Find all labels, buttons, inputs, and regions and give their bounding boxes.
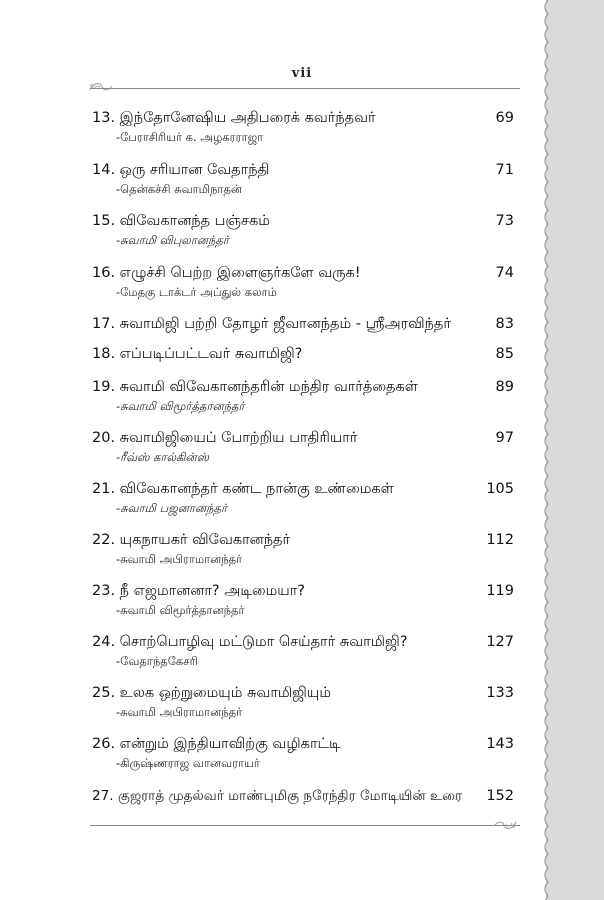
entry-title: 23. நீ எஜமானனா? அடிமையா? [92, 583, 305, 599]
entry-title: 15. விவேகானந்த பஞ்சகம் [92, 213, 270, 229]
entry-page-number: 127 [486, 634, 514, 650]
entry-author: -சுவாமி அபிராமானந்தர் [116, 552, 243, 566]
toc-entry [92, 343, 516, 365]
entry-author: -வேதாந்தகேசரி [116, 654, 198, 668]
entry-page-number: 119 [486, 583, 514, 599]
header-rule [90, 88, 520, 89]
toc-entry [92, 631, 516, 668]
toc-entry [92, 529, 516, 566]
entry-title: 13. இந்தோனேஷிய அதிபரைக் கவர்ந்தவர் [92, 110, 376, 126]
toc-entry [92, 262, 516, 299]
entry-page-number: 143 [486, 736, 514, 752]
entry-author: -சுவாமி அபிராமானந்தர் [116, 705, 243, 719]
entry-author: -சுவாமி விமூர்த்தானந்தர் [116, 603, 245, 617]
entry-title: 24. சொற்பொழிவு மட்டுமா செய்தார் சுவாமிஜி? [92, 634, 408, 650]
toc-entry [92, 376, 516, 413]
entry-page-number: 89 [495, 379, 514, 395]
entry-page-number: 85 [495, 346, 514, 362]
entry-title: 25. உலக ஒற்றுமையும் சுவாமிஜியும் [92, 685, 332, 701]
toc-entry [92, 785, 516, 807]
entry-page-number: 83 [495, 316, 514, 332]
entry-page-number: 105 [486, 481, 514, 497]
entry-title: 19. சுவாமி விவேகானந்தரின் மந்திர வார்த்தைகள் [92, 379, 418, 395]
entry-page-number: 133 [486, 685, 514, 701]
toc-entry [92, 682, 516, 719]
entry-page-number: 74 [495, 265, 514, 281]
entry-author: -கிருஷ்ணராஜ வானவராயர் [116, 756, 260, 770]
entry-page-number: 69 [495, 110, 514, 126]
entry-title: 27. குஜராத் முதல்வர் மாண்புமிகு நரேந்திர மோடியின் உரை [92, 788, 463, 804]
flourish-ornament-icon [88, 80, 114, 94]
toc-entry [92, 313, 516, 335]
entry-title: 20. சுவாமிஜியைப் போற்றிய பாதிரியார் [92, 430, 358, 446]
entry-page-number: 71 [495, 162, 514, 178]
decorative-wavy-border [541, 0, 555, 900]
entry-author: -மேதகு டாக்டர் அப்துல் கலாம் [116, 285, 277, 299]
entry-author: -பேராசிரியர் க. அழகரராஜா [116, 130, 264, 144]
entry-page-number: 112 [486, 532, 514, 548]
toc-entry [92, 427, 516, 464]
toc-entry [92, 733, 516, 770]
entry-author: -தென்கச்சி சுவாமிநாதன் [116, 182, 242, 196]
toc-entry [92, 159, 516, 196]
entry-author: -சுவாமி விபுலானந்தர் [116, 233, 229, 247]
footer-rule [90, 825, 520, 826]
entry-page-number: 97 [495, 430, 514, 446]
entry-author: -சுவாமி பஜனானந்தர் [116, 501, 227, 515]
entry-title: 22. யுகநாயகர் விவேகானந்தர் [92, 532, 291, 548]
toc-entry [92, 580, 516, 617]
entry-page-number: 73 [495, 213, 514, 229]
toc-entry [92, 210, 516, 247]
entry-title: 14. ஒரு சரியான வேதாந்தி [92, 162, 270, 178]
entry-title: 18. எப்படிப்பட்டவர் சுவாமிஜி? [92, 346, 303, 362]
page-folio: vii [291, 66, 313, 81]
entry-title: 21. விவேகானந்தர் கண்ட நான்கு உண்மைகள் [92, 481, 394, 497]
toc-entry [92, 107, 516, 144]
entry-author: -சுவாமி விமூர்த்தானந்தர் [116, 399, 245, 413]
toc-entry [92, 478, 516, 515]
entry-title: 26. என்றும் இந்தியாவிற்கு வழிகாட்டி [92, 736, 341, 752]
entry-title: 16. எழுச்சி பெற்ற இளைஞர்களே வருக! [92, 265, 361, 281]
flourish-ornament-icon [492, 818, 518, 832]
entry-title: 17. சுவாமிஜி பற்றி தோழர் ஜீவானந்தம் - ஸ்ரீஅரவிந்தர் [92, 316, 451, 332]
entry-author: -ரீவ்ஸ் கால்கின்ஸ் [116, 450, 209, 464]
entry-page-number: 152 [486, 788, 514, 804]
